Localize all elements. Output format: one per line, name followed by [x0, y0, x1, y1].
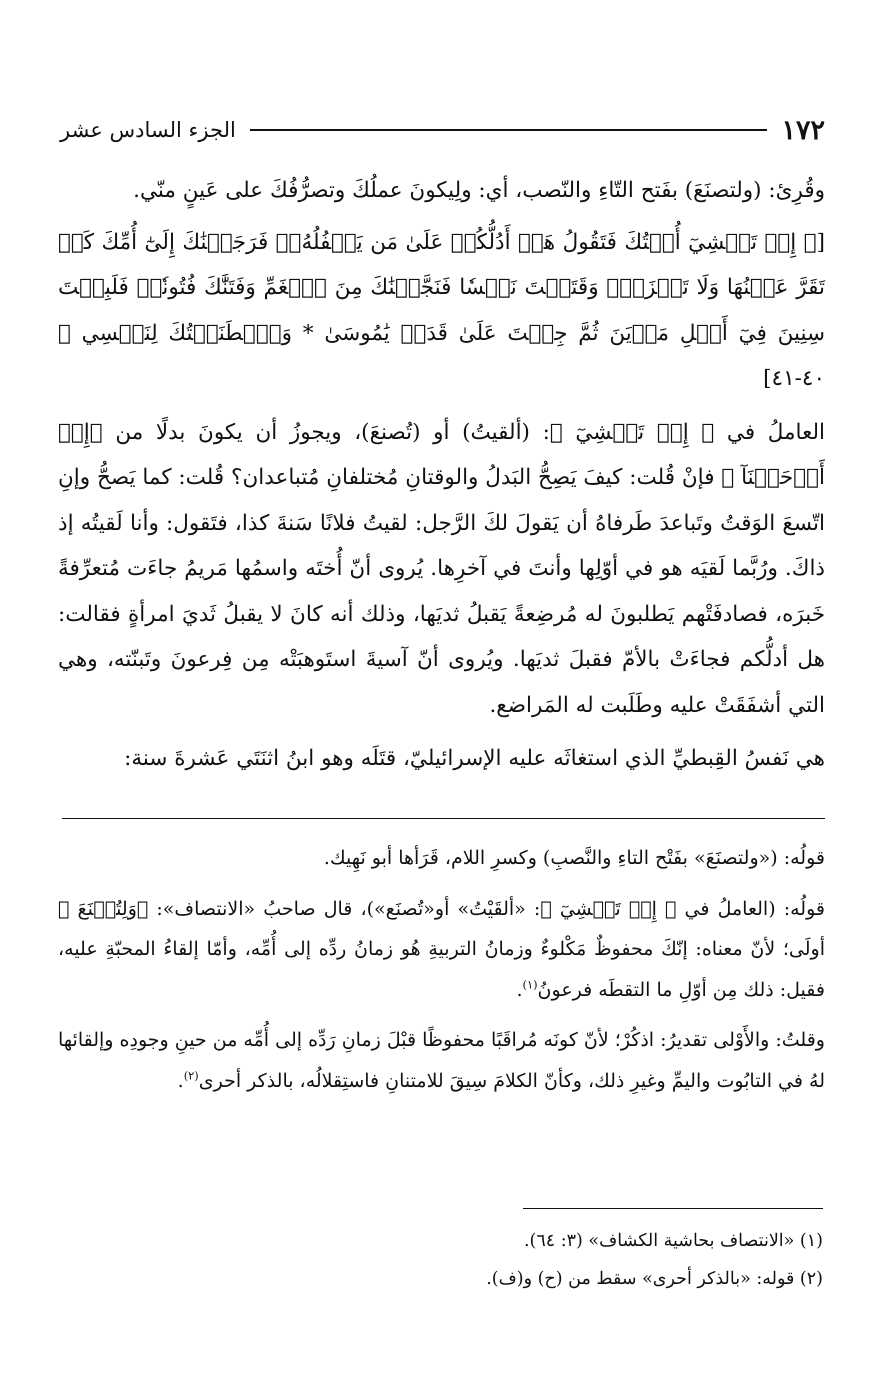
commentary-text: [58, 838, 825, 1101]
footnotes: [60, 1222, 823, 1298]
footnote-ref-2: (٢): [183, 1068, 199, 1083]
footnote-rule: [523, 1208, 823, 1209]
page-number: ١٧٢: [781, 114, 825, 146]
main-text: [58, 168, 825, 782]
volume-title: الجزء السادس عشر: [60, 118, 236, 142]
quran-verse: [﴿ إِذۡ تَمۡشِيٓ أُخۡتُكَ فَتَقُولُ هَلۡ أَدُلُّكُمۡ عَلَىٰ مَن يَكۡفُلُهُۥۖ فَرَجَعۡنَٰكَ إِلَىٰٓ أُمِّكَ كَيۡ تَقَرَّ عَيۡنُهَا وَلَا تَحۡزَنَۚ وَقَتَلۡتَ نَفۡسٗا فَنَجَّيۡنَٰكَ مِنَ ٱلۡغَمِّ وَفَتَنَّٰكَ فُتُونٗاۚ فَلَبِثۡتَ سِنِينَ فِيٓ أَهۡلِ مَدۡيَنَ ثُمَّ جِئۡتَ عَلَىٰ قَدَرٖ يَٰمُوسَىٰ * وَٱصۡطَنَعۡتُكَ لِنَفۡسِي ﴾ ٤٠-٤١]: [58, 229, 825, 391]
main-paragraph-reading: وقُرِئ: (ولتصنَعَ) بفَتح التّاءِ والنّصب، أي: ولِيكونَ عملُكَ وتصرُّفُكَ على عَينٍ منّي.: [133, 178, 825, 203]
footnote-1: (١) «الانتصاف بحاشية الكشاف» (٣: ٦٤).: [523, 1231, 823, 1251]
footnote-ref-1: (١): [522, 977, 538, 992]
text-divider: [62, 818, 825, 819]
footnote-2: (٢) قوله: «بالذكر أحرى» سقط من (ح) و(ف).: [486, 1269, 823, 1289]
main-paragraph-explanation: العاملُ في ﴿ إِذۡ تَمۡشِيٓ ﴾: (ألقيتُ) أو (تُصنعَ)، ويجوزُ أن يكونَ بدلًا من ﴿إِذۡ أَوۡحَيۡنَآ ﴾ فإنْ قُلت: كيفَ يَصِحُّ البَدلُ والوقتانِ مُختلفانِ مُتباعدان؟ قُلت: كما يَصحُّ وإنِ اتّسعَ الوَقتُ وتَباعدَ طَرفاهُ أن يَقولَ لكَ الرَّجل: لقيتُ فلانًا سَنةَ كذا، فتَقول: وأنا لَقيتُه إذ ذاكَ. ورُبَّما لَقيَه هو في أوّلِها وأنتَ في آخرِها. يُروى أنّ أُختَه واسمُها مَريمُ جاءَت مُتعرِّفةً خَبرَه، فصادفَتْهم يَطلبونَ له مُرضِعةً يَقبلُ ثديَها، وذلك أنه كانَ لا يقبلُ ثَديَ امرأةٍ فقالت: هل أدلُّكم فجاءَتْ بالأمّ فقبلَ ثديَها. ويُروى أنّ آسيةَ استَوهبَتْه مِن فِرعونَ وتَبنّته، وهي التي أشفَقَتْ عليه وطَلَبت له المَراضع.: [58, 419, 825, 718]
commentary-paragraph-2-text: قولُه: (العاملُ في ﴿ إِذۡ تَمۡشِيٓ ﴾: «ألقَيْتُ» أو«تُصنَع»)، قال صاحبُ «الانتصاف»: ﴿وَلِتُصۡنَعَ ﴾ أولَى؛ لأنّ معناه: إنّكَ محفوظٌ مَكْلوءٌ وزمانُ التربيةِ هُو زمانُ ردِّه إلى أُمِّه، وأمّا إلقاءُ المحبّةِ عليه، فقيل: ذلك مِن أوّلِ ما التقطَه فرعونُ: [58, 897, 825, 1001]
commentary-paragraph-2-end: .: [516, 978, 523, 1001]
commentary-paragraph-3-end: .: [177, 1069, 184, 1092]
commentary-paragraph-1: قولُه: («ولتصنَعَ» بفَتْح التاءِ والنَّصبِ) وكسرِ اللام، قَرَأها أبو نَهِيك.: [323, 847, 825, 869]
commentary-paragraph-3: [58, 1020, 825, 1101]
commentary-paragraph-3-text: وقلتُ: والأَوْلى تقديرُ: اذكُرْ؛ لأنّ كونَه مُراقَبًا محفوظًا قبْلَ زمانِ رَدِّه إلى أُمِّه من حينِ وجودِه وإلقائها لهُ في التابُوت واليمِّ وغيرِ ذلك، وكأنّ الكلامَ سِيقَ للامتنانِ فاستِقلالُه، بالذكر أحرى: [58, 1029, 825, 1092]
running-header: [60, 110, 825, 150]
main-paragraph-note: هي نَفسُ القِبطيِّ الذي استغاثَه عليه الإسرائيليّ، قتَلَه وهو ابنُ اثنَتَي عَشرةَ سنة:: [124, 746, 825, 771]
commentary-paragraph-2: [58, 889, 825, 1011]
header-rule: [250, 129, 768, 131]
